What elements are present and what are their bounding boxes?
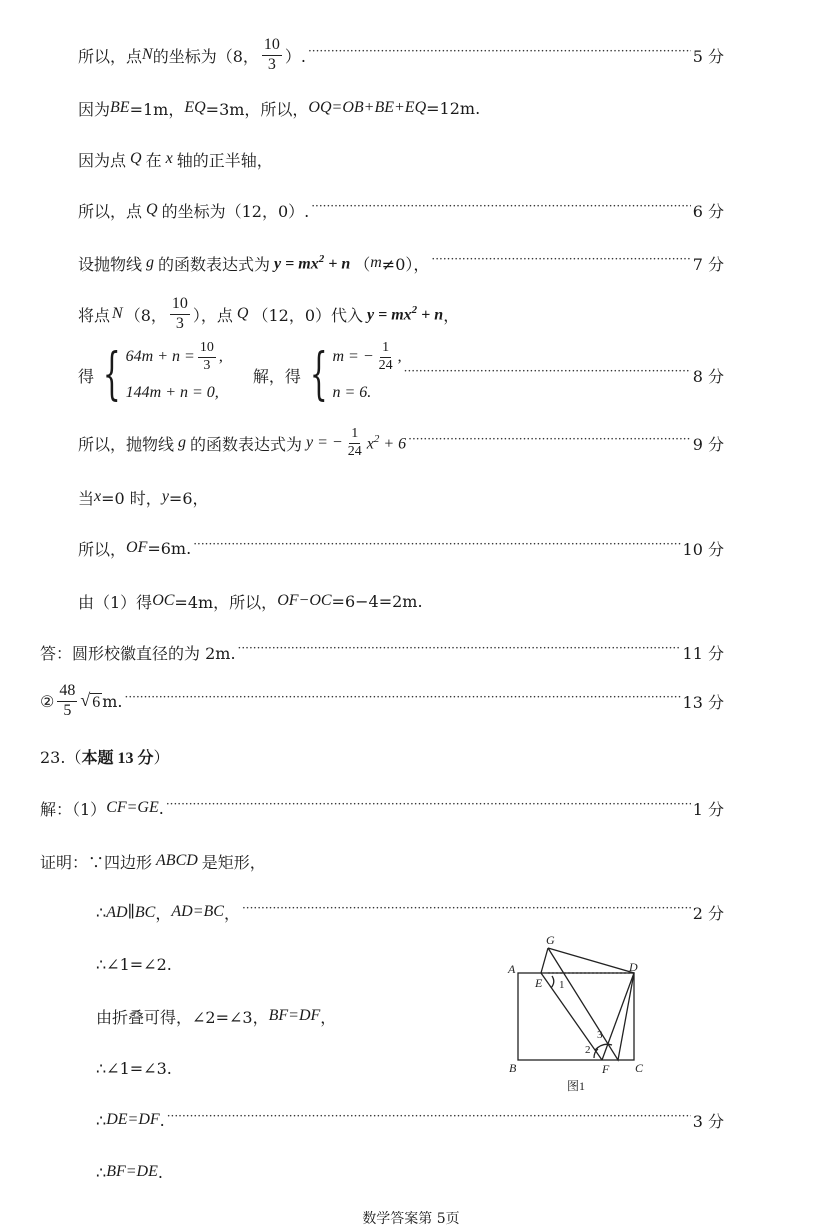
label-g: G — [546, 933, 555, 947]
exponent: 2 — [318, 252, 325, 265]
answer-line-12 — [40, 640, 724, 664]
var: OF — [126, 539, 148, 556]
formula-part: y = mx — [367, 306, 412, 324]
text: =4m，所以， — [174, 592, 278, 612]
var: g — [178, 434, 187, 451]
answer-line-15 — [40, 796, 724, 820]
fraction — [170, 295, 190, 333]
segment-ge — [541, 948, 548, 973]
solution-system — [301, 342, 402, 408]
angle-label-3: 3 — [597, 1029, 603, 1041]
var: DE=DF — [106, 1111, 160, 1128]
text: （ — [354, 254, 371, 274]
text: m. — [102, 691, 123, 711]
frac-den: 3 — [267, 55, 276, 73]
answer-line-9 — [78, 485, 209, 509]
equation-system — [94, 342, 223, 408]
text: （8， — [124, 305, 167, 325]
page-footer: 数学答案第 5页 — [362, 1211, 460, 1227]
text: ， — [155, 903, 172, 923]
answer-line-18 — [96, 952, 172, 976]
score: 5 分 — [692, 46, 724, 66]
text: ∴∠1=∠2. — [96, 954, 172, 974]
var: EQ — [184, 99, 206, 116]
system-rows — [126, 342, 223, 408]
var: y — [161, 488, 169, 505]
text: 当 — [78, 488, 95, 508]
frac-den: 24 — [378, 357, 393, 373]
frac-num: 10 — [262, 36, 282, 55]
formula-part: x — [366, 435, 374, 453]
leader-dots — [431, 255, 690, 271]
text: ∴ — [96, 902, 107, 922]
formula-part: y = − — [306, 434, 343, 451]
angle-arc-2 — [594, 1049, 598, 1058]
leader-dots — [167, 1112, 691, 1128]
leader-dots — [404, 367, 691, 383]
var: x — [94, 488, 102, 505]
var: OF−OC — [277, 592, 332, 609]
angle-arc-3 — [595, 1044, 612, 1050]
text: 由（1）得 — [78, 592, 153, 612]
var: BE — [110, 99, 130, 116]
text: =12m. — [426, 98, 481, 118]
figure-caption: 图1 — [567, 1079, 586, 1093]
leader-dots — [166, 800, 691, 816]
frac-num: 1 — [349, 426, 360, 443]
frac-num: 10 — [198, 340, 216, 357]
system-row — [332, 378, 401, 408]
var: Q — [236, 305, 249, 322]
question-heading — [40, 744, 169, 768]
text: ∴∠1=∠3. — [96, 1058, 172, 1078]
text: . — [158, 798, 164, 818]
text: 证明：∵四边形 — [40, 852, 153, 872]
text: =0 时， — [101, 488, 162, 508]
fraction — [377, 340, 395, 373]
score: 6 分 — [692, 201, 724, 221]
system-row — [126, 342, 223, 372]
text: ∴ — [96, 1110, 107, 1130]
text: 所以，点 — [78, 201, 143, 221]
text: . — [157, 1162, 163, 1182]
answer-line-21 — [96, 1108, 724, 1132]
folded-quad — [548, 948, 634, 1060]
var: BF=DF — [268, 1007, 321, 1024]
text: 将点 — [78, 305, 111, 325]
angle-label-1: 1 — [559, 979, 565, 991]
var: N — [142, 46, 153, 63]
text: （12，0）代入 — [252, 305, 363, 325]
fraction — [198, 340, 216, 373]
var: N — [112, 305, 123, 322]
label-d: D — [629, 960, 638, 974]
leader-dots — [125, 693, 681, 709]
fraction — [57, 682, 77, 720]
text: 是矩形， — [201, 852, 266, 872]
answer-line-13 — [40, 678, 724, 724]
var: AD=BC — [171, 903, 224, 920]
text: 的函数表达式为 — [190, 434, 303, 454]
text: 得 — [78, 366, 95, 386]
text: ② — [40, 691, 55, 711]
formula — [274, 253, 350, 273]
text: 轴的正半轴， — [176, 150, 273, 170]
radical-sign: √ — [80, 690, 91, 710]
answer-line-10 — [78, 536, 724, 560]
score: 9 分 — [692, 434, 724, 454]
leader-dots — [408, 435, 691, 451]
var: g — [146, 254, 155, 271]
answer-line-6 — [78, 291, 459, 337]
text: 的坐标为（8， — [152, 46, 259, 66]
formula-part: y = mx — [274, 255, 319, 273]
answer-line-22 — [96, 1160, 163, 1184]
var: OQ=OB+BE+EQ — [308, 99, 427, 116]
text: , — [218, 348, 223, 365]
formula — [367, 304, 443, 324]
frac-num: 1 — [380, 340, 391, 357]
text: ∴ — [96, 1162, 107, 1182]
text: =3m，所以， — [205, 99, 309, 119]
text: =1m， — [129, 99, 185, 119]
formula-part: + 6 — [379, 435, 407, 453]
answer-line-20 — [96, 1056, 172, 1080]
answer-line-8 — [78, 420, 724, 466]
leader-dots — [308, 47, 691, 63]
text: =6m. — [147, 538, 192, 558]
frac-num: 48 — [57, 682, 77, 701]
text: 在 — [145, 150, 162, 170]
system-row — [126, 378, 223, 408]
text: 答：圆形校徽直径的为 2m. — [40, 643, 236, 663]
label-f: F — [602, 1062, 610, 1076]
answer-line-17 — [96, 900, 724, 924]
text: =6， — [168, 488, 209, 508]
score: 3 分 — [692, 1111, 724, 1131]
text: 的坐标为（12，0）. — [161, 201, 310, 221]
score: 13 分 — [682, 692, 724, 712]
rectangle-abcd — [518, 973, 634, 1060]
answer-line-4 — [78, 198, 724, 222]
score: 7 分 — [692, 254, 724, 274]
answer-line-11 — [78, 589, 423, 613]
leader-dots — [193, 540, 680, 556]
text: ， — [223, 903, 240, 923]
equation: n = 6. — [332, 384, 372, 401]
var: AD∥BC — [106, 904, 156, 921]
text: 因为 — [78, 99, 111, 119]
text: 的函数表达式为 — [158, 254, 271, 274]
formula-part: + n — [324, 255, 351, 273]
frac-den: 5 — [63, 701, 72, 719]
angle-arc-1 — [551, 976, 554, 988]
formula — [367, 433, 406, 453]
answer-line-3 — [78, 147, 273, 171]
text: . — [159, 1110, 165, 1130]
formula-part: + n — [417, 306, 444, 324]
equation: 64m + n = — [125, 348, 195, 365]
score: 2 分 — [692, 903, 724, 923]
answer-line-7 — [78, 340, 724, 410]
equation: 144m + n = 0, — [125, 384, 219, 401]
text: ， — [443, 305, 460, 325]
text: ），点 — [192, 305, 233, 325]
answer-line-16 — [40, 849, 266, 873]
answer-line-19 — [96, 1004, 336, 1028]
var: Q — [146, 201, 158, 218]
score: 10 分 — [682, 539, 724, 559]
fraction — [346, 426, 364, 459]
radicand: 6 — [92, 694, 101, 711]
var: Q — [130, 150, 142, 167]
answer-line-1 — [78, 32, 724, 78]
segment-ef — [541, 973, 602, 1060]
text: ）. — [284, 46, 306, 66]
text: 23.（ — [40, 747, 82, 767]
brace: { — [309, 342, 328, 407]
score: 1 分 — [692, 799, 724, 819]
score: 11 分 — [682, 643, 724, 663]
text: 所以，抛物线 — [78, 434, 175, 454]
segment-df — [602, 973, 634, 1060]
text: ， — [320, 1007, 337, 1027]
text: 解，得 — [252, 366, 301, 386]
leader-dots — [238, 644, 681, 660]
brace: { — [102, 342, 121, 407]
label-e: E — [535, 976, 543, 990]
frac-den: 24 — [347, 443, 362, 459]
exponent: 2 — [411, 303, 418, 316]
answer-line-5 — [78, 250, 724, 276]
var: OC — [152, 592, 175, 609]
system-rows — [332, 342, 401, 408]
text: 所以，点 — [78, 46, 143, 66]
frac-den: 3 — [203, 357, 211, 373]
frac-num: 10 — [170, 295, 190, 314]
frac-den: 3 — [175, 314, 184, 332]
text: =6−4=2m. — [331, 591, 423, 611]
angle-label-2: 2 — [585, 1044, 591, 1056]
equation: m = − — [332, 348, 374, 365]
label-a: A — [508, 962, 516, 976]
text: , — [397, 348, 402, 365]
var: x — [165, 150, 173, 167]
text: 所以， — [78, 539, 127, 559]
text: 由折叠可得，∠2=∠3， — [96, 1007, 269, 1027]
leader-dots — [311, 202, 691, 218]
text: ≠0）， — [381, 254, 430, 274]
answer-line-2 — [78, 96, 480, 120]
text: 设抛物线 — [78, 254, 143, 274]
var: CF=GE — [106, 799, 159, 816]
label-b: B — [509, 1061, 517, 1075]
text: ） — [153, 747, 170, 767]
exponent: 2 — [373, 432, 380, 445]
text: 因为点 — [78, 150, 127, 170]
var: BF=DE — [106, 1163, 158, 1180]
text: 解：（1） — [40, 799, 107, 819]
square-root — [80, 690, 102, 712]
var: ABCD — [156, 852, 198, 869]
fraction — [262, 36, 282, 74]
heading-bold: 本题 13 分 — [81, 749, 154, 767]
var: m — [370, 254, 382, 271]
label-c: C — [635, 1061, 644, 1075]
leader-dots — [242, 904, 691, 920]
system-row — [332, 342, 401, 372]
score: 8 分 — [692, 366, 724, 386]
